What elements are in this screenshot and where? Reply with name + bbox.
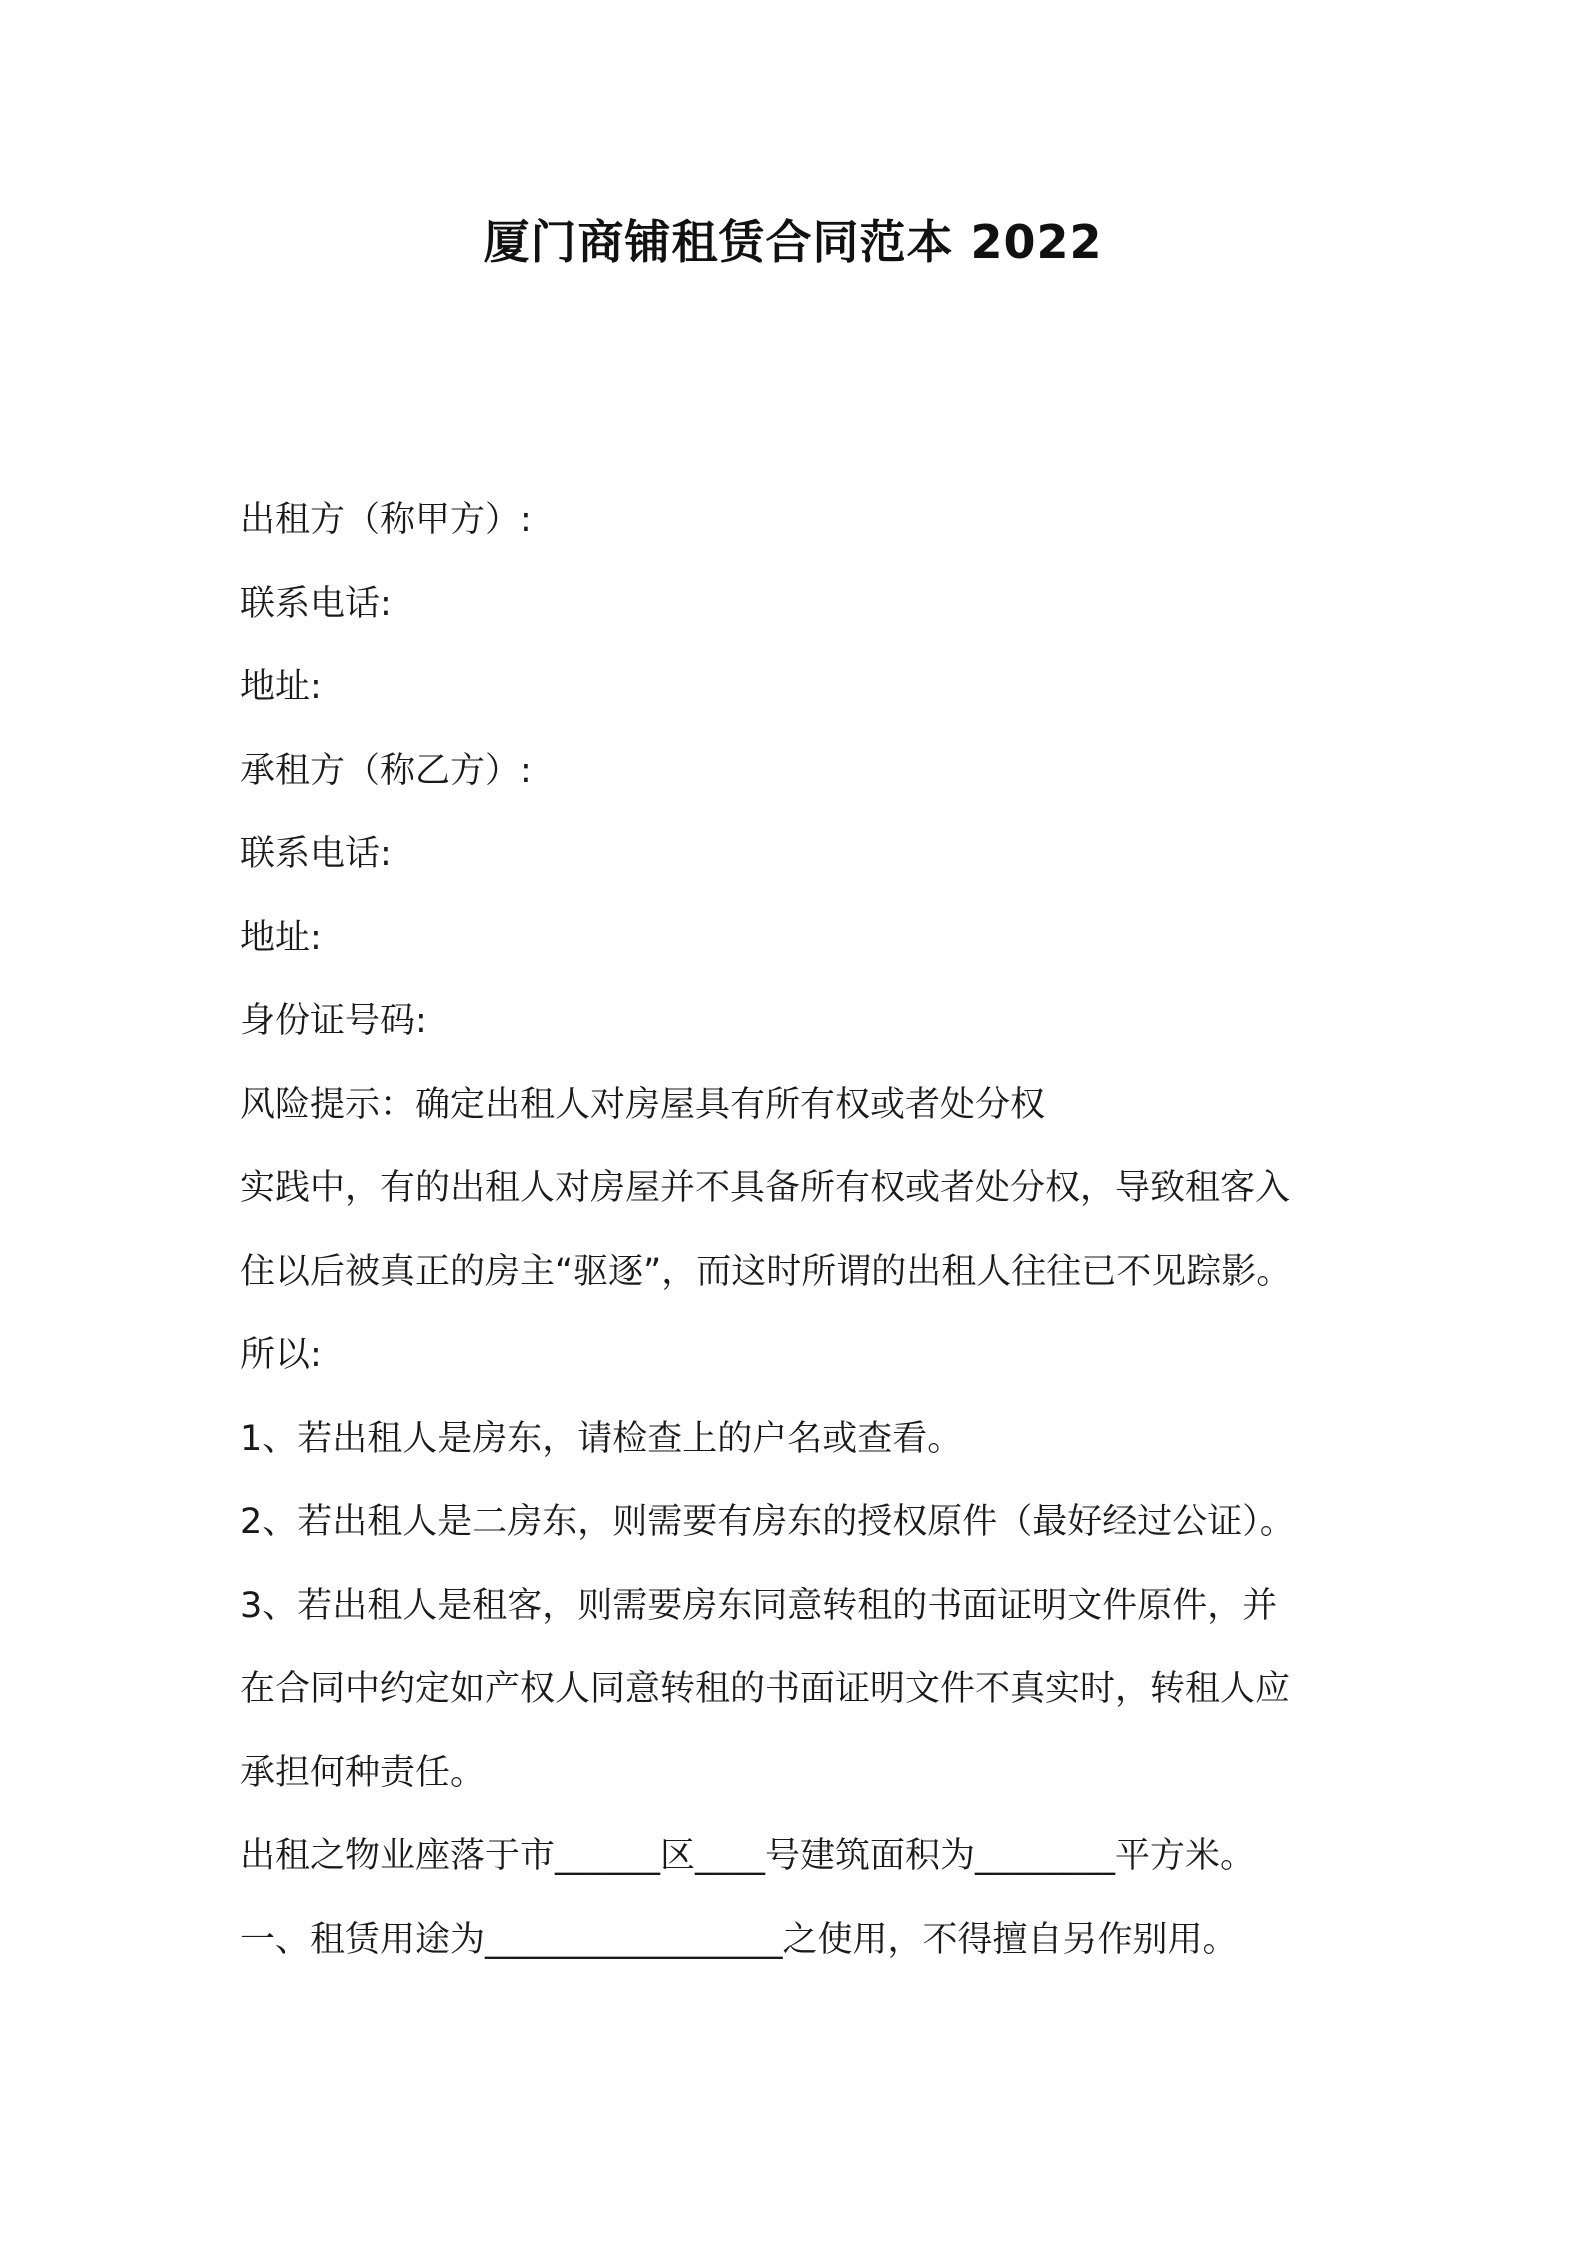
list-item: 1、若出租人是房东，请检查上的户名或查看。 (240, 1418, 963, 1459)
lessee-label: 承租方（称乙方）: (240, 750, 532, 791)
id-number-label: 身份证号码: (240, 1001, 427, 1041)
lessee-address-label: 地址: (240, 917, 322, 958)
paragraph-line: 承担何种责任。 (240, 1752, 486, 1793)
list-item: 2、若出租人是二房东，则需要有房东的授权原件（最好经过公证）。 (240, 1502, 1295, 1542)
document-body (240, 488, 1370, 1991)
lessor-phone-label: 联系电话: (240, 583, 392, 624)
paragraph-line: 住以后被真正的房主“驱逐”，而这时所谓的出租人往往已不见踪影。 (240, 1251, 1292, 1292)
lease-purpose-clause: 一、租赁用途为_________________之使用，不得擅自另作别用。 (240, 1919, 1238, 1960)
paragraph-line: 在合同中约定如产权人同意转租的书面证明文件不真实时，转租人应 (240, 1669, 1291, 1709)
document-title: 厦门商铺租赁合同范本 2022 (483, 215, 1103, 269)
lessor-label: 出租方（称甲方）: (240, 500, 532, 540)
paragraph-line: 所以: (240, 1335, 322, 1375)
paragraph-line: 实践中，有的出租人对房屋并不具备所有权或者处分权，导致租客入 (240, 1168, 1291, 1208)
list-item: 3、若出租人是租客，则需要房东同意转租的书面证明文件原件，并 (240, 1585, 1278, 1626)
risk-warning-heading: 风险提示：确定出租人对房屋具有所有权或者处分权 (240, 1084, 1046, 1125)
lessor-address-label: 地址: (240, 667, 322, 707)
lessee-phone-label: 联系电话: (240, 834, 392, 874)
property-location-line: 出租之物业座落于市______区____号建筑面积为________平方米。 (240, 1836, 1256, 1876)
